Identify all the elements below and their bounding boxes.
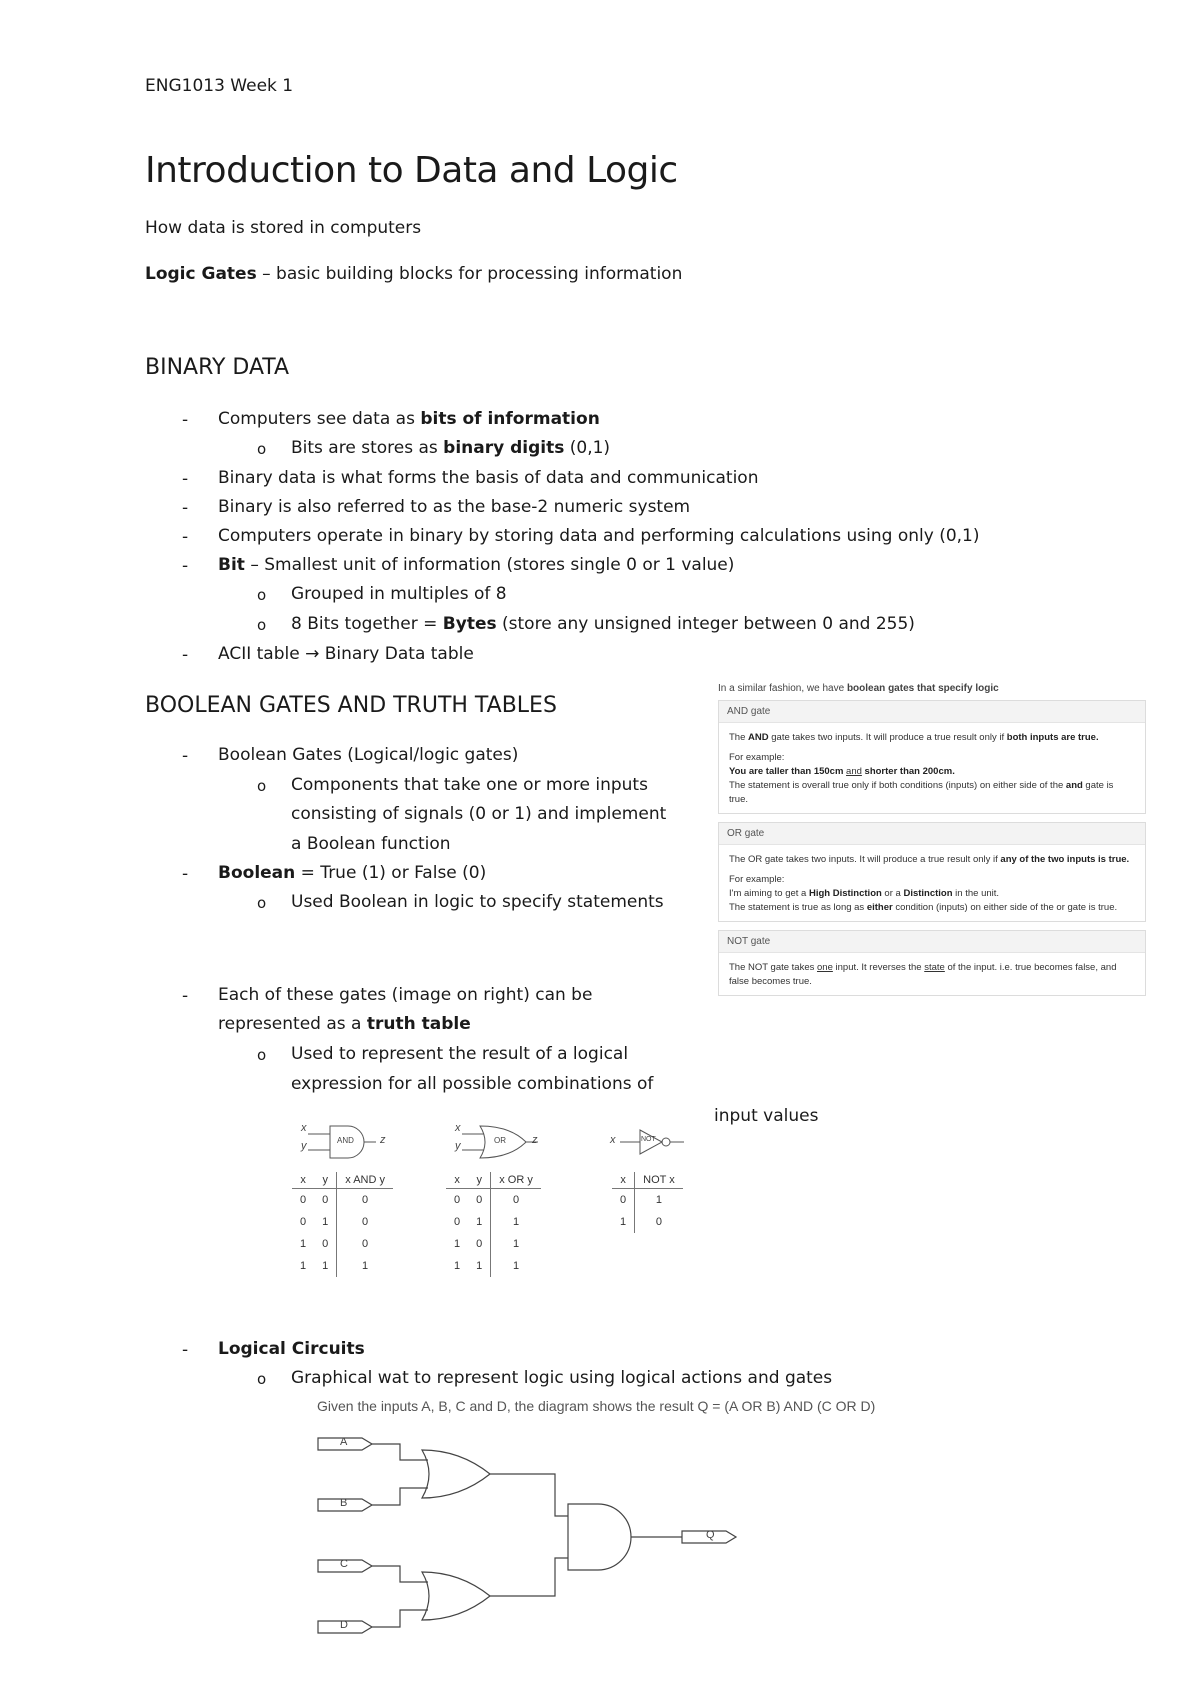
or-gate-example-label: For example:	[729, 874, 785, 885]
or-gate-z-label: z	[532, 1134, 538, 1146]
column-header: y	[468, 1172, 491, 1189]
bullet-dash: -	[182, 645, 189, 665]
table-cell: 1	[362, 1260, 369, 1272]
bytes-term: Bytes	[442, 614, 497, 634]
bytes-tail: (store any unsigned integer between 0 and 255)	[496, 614, 915, 634]
boolean-item-3-line2	[218, 1014, 471, 1034]
column-header: x	[612, 1172, 635, 1189]
column-header: x	[292, 1172, 314, 1189]
table-row	[446, 1211, 541, 1233]
output-label-q: Q	[706, 1529, 715, 1541]
table-cell: 0	[454, 1194, 461, 1206]
or-gate-2	[422, 1572, 490, 1620]
gate-symbols	[290, 1120, 710, 1170]
bullet-dash: -	[182, 746, 189, 766]
table-row	[292, 1255, 393, 1277]
panel-intro-bold: boolean gates that specify logic	[846, 683, 999, 694]
table-cell: 0	[468, 1233, 491, 1255]
boolean-subitem-3-line1: Used to represent the result of a logical	[291, 1044, 629, 1064]
column-header: y	[314, 1172, 337, 1189]
not-gate-x-label: x	[610, 1134, 616, 1146]
and-gate-symbol-label: AND	[337, 1136, 354, 1145]
and-gate-example-label: For example:	[729, 752, 785, 763]
binary-subitem-3	[291, 614, 915, 634]
table-cell: 0	[468, 1189, 491, 1212]
column-header: x	[446, 1172, 468, 1189]
binary-item-2: Binary data is what forms the basis of data and communication	[218, 468, 759, 488]
logic-gates-definition: – basic building blocks for processing information	[256, 264, 683, 284]
bullet-o: o	[257, 586, 267, 604]
or-gate-y-label: y	[455, 1140, 461, 1152]
table-cell: 1	[314, 1211, 337, 1233]
and-gate-card	[718, 700, 1146, 814]
or-gate-title: OR gate	[719, 823, 1145, 845]
bullet-o: o	[257, 777, 267, 795]
table-header-row	[292, 1172, 393, 1189]
panel-intro-text: In a similar fashion, we have	[718, 683, 847, 694]
boolean-subitem-3-line2: expression for all possible combinations of	[291, 1074, 654, 1094]
boolean-subitem-3-line3: input values	[714, 1106, 819, 1126]
table-row	[292, 1233, 393, 1255]
not-gate-title: NOT gate	[719, 931, 1145, 953]
not-gate-desc: The NOT gate takes one input. It reverses the state of the input. i.e. true becomes false, and false becomes true.	[729, 962, 1117, 987]
table-row	[446, 1189, 541, 1212]
input-label-a: A	[340, 1436, 348, 1448]
table-cell: 0	[655, 1216, 662, 1228]
and-gate-example: You are taller than 150cm and shorter than 200cm.	[729, 766, 955, 777]
circuits-subitem: Graphical wat to represent logic using logical actions and gates	[291, 1368, 833, 1388]
or-gate-card	[718, 822, 1146, 922]
table-cell: 1	[454, 1238, 461, 1250]
logic-gates-intro	[145, 264, 682, 284]
and-gate-x-label: x	[301, 1122, 307, 1134]
bullet-dash: -	[182, 864, 189, 884]
boolean-item-1: Boolean Gates (Logical/logic gates)	[218, 745, 519, 765]
and-gate-statement: The statement is overall true only if both conditions (inputs) on either side of the and gate is true.	[729, 780, 1114, 805]
logic-circuit-diagram	[310, 1420, 750, 1656]
table-row	[612, 1189, 683, 1212]
table-cell: 0	[362, 1238, 369, 1250]
and-gate-title: AND gate	[719, 701, 1145, 723]
bullet-o: o	[257, 440, 267, 458]
input-label-c: C	[340, 1558, 348, 1570]
and-gate-y-label: y	[301, 1140, 307, 1152]
or-truth-table	[446, 1172, 541, 1277]
boolean-item-3-line1: Each of these gates (image on right) can be	[218, 985, 593, 1005]
binary-item-4: Computers operate in binary by storing data and performing calculations using only (0,1)	[218, 526, 980, 546]
table-cell: 1	[612, 1211, 635, 1233]
table-cell: 0	[513, 1194, 520, 1206]
binary-item-1	[218, 409, 600, 429]
table-cell: 1	[300, 1238, 307, 1250]
document-header: ENG1013 Week 1	[145, 76, 294, 96]
table-cell: 0	[314, 1233, 337, 1255]
table-cell: 0	[300, 1216, 307, 1228]
boolean-term: Boolean	[218, 863, 296, 883]
and-truth-table	[292, 1172, 393, 1277]
boolean-subitem-2: Used Boolean in logic to specify statements	[291, 892, 664, 912]
bullet-dash: -	[182, 469, 189, 489]
input-label-d: D	[340, 1619, 348, 1631]
bullet-dash: -	[182, 410, 189, 430]
binary-subitem-1-tail: (0,1)	[564, 438, 611, 458]
bullet-o: o	[257, 894, 267, 912]
not-gate-symbol-label: NOT	[641, 1136, 656, 1143]
binary-item-5	[218, 555, 734, 575]
or-gate-statement: The statement is true as long as either condition (inputs) on either side of the or gate is true.	[729, 902, 1118, 913]
table-row	[446, 1255, 541, 1277]
or-gate-example: I'm aiming to get a High Distinction or a Distinction in the unit.	[729, 888, 1000, 899]
bytes-text: 8 Bits together =	[291, 614, 443, 634]
bullet-dash: -	[182, 498, 189, 518]
table-cell: 1	[314, 1255, 337, 1277]
table-cell: 1	[655, 1194, 662, 1206]
table-cell: 1	[513, 1216, 520, 1228]
table-cell: 0	[300, 1194, 307, 1206]
binary-subitem-1-bold: binary digits	[443, 438, 565, 458]
input-label-b: B	[340, 1497, 348, 1509]
table-row	[292, 1189, 393, 1212]
table-cell: 1	[454, 1260, 461, 1272]
gate-description-panel	[718, 683, 1146, 1004]
table-cell: 0	[314, 1189, 337, 1212]
binary-subitem-2: Grouped in multiples of 8	[291, 584, 507, 604]
page-title: Introduction to Data and Logic	[145, 150, 678, 191]
boolean-subitem-1-line1: Components that take one or more inputs	[291, 775, 648, 795]
table-row	[292, 1211, 393, 1233]
not-truth-table	[612, 1172, 683, 1233]
truth-table-text: represented as a	[218, 1014, 367, 1034]
table-cell: 1	[513, 1238, 520, 1250]
table-row	[612, 1211, 683, 1233]
bullet-dash: -	[182, 986, 189, 1006]
bit-definition: – Smallest unit of information (stores single 0 or 1 value)	[244, 555, 735, 575]
binary-item-3: Binary is also referred to as the base-2 numeric system	[218, 497, 691, 517]
and-gate	[568, 1504, 631, 1570]
bullet-dash: -	[182, 1340, 189, 1360]
logic-gates-term: Logic Gates	[145, 264, 257, 284]
and-gate-desc: The AND gate takes two inputs. It will produce a true result only if both inputs are true.	[729, 732, 1099, 743]
bit-term: Bit	[218, 555, 245, 575]
boolean-subitem-1-line3: a Boolean function	[291, 834, 451, 854]
binary-subitem-1-text: Bits are stores as	[291, 438, 444, 458]
boolean-item-2	[218, 863, 486, 883]
binary-item-1-text: Computers see data as	[218, 409, 421, 429]
boolean-definition: = True (1) or False (0)	[295, 863, 487, 883]
table-header-row	[612, 1172, 683, 1189]
intro-line: How data is stored in computers	[145, 218, 422, 238]
column-header: x OR y	[491, 1172, 541, 1189]
circuit-caption: Given the inputs A, B, C and D, the diagram shows the result Q = (A OR B) AND (C OR D)	[317, 1398, 876, 1414]
or-gate-desc: The OR gate takes two inputs. It will produce a true result only if any of the two inputs is true.	[729, 854, 1130, 865]
binary-data-heading: BINARY DATA	[145, 355, 290, 380]
or-gate-x-label: x	[455, 1122, 461, 1134]
table-header-row	[446, 1172, 541, 1189]
table-cell: 0	[362, 1194, 369, 1206]
truth-table-term: truth table	[366, 1014, 471, 1034]
logical-circuits-term: Logical Circuits	[218, 1339, 365, 1359]
panel-intro	[718, 683, 1146, 694]
table-cell: 0	[362, 1216, 369, 1228]
column-header: NOT x	[635, 1172, 683, 1189]
bullet-o: o	[257, 616, 267, 634]
column-header: x AND y	[337, 1172, 393, 1189]
circuits-item	[218, 1339, 365, 1359]
binary-item-1-bold: bits of information	[420, 409, 600, 429]
binary-subitem-1	[291, 438, 610, 458]
not-gate-card	[718, 930, 1146, 996]
boolean-subitem-1-line2: consisting of signals (0 or 1) and implement	[291, 804, 667, 824]
boolean-heading: BOOLEAN GATES AND TRUTH TABLES	[145, 693, 557, 718]
bullet-dash: -	[182, 527, 189, 547]
or-gate-1	[422, 1450, 490, 1498]
and-gate-z-label: z	[380, 1134, 386, 1146]
table-cell: 0	[612, 1189, 635, 1212]
table-cell: 1	[468, 1211, 491, 1233]
table-row	[446, 1233, 541, 1255]
bullet-dash: -	[182, 556, 189, 576]
or-gate-symbol-label: OR	[494, 1136, 506, 1145]
table-cell: 1	[468, 1255, 491, 1277]
bullet-o: o	[257, 1046, 267, 1064]
table-cell: 1	[300, 1260, 307, 1272]
binary-item-6: ACII table → Binary Data table	[218, 644, 474, 664]
table-cell: 0	[454, 1216, 461, 1228]
bullet-o: o	[257, 1370, 267, 1388]
table-cell: 1	[513, 1260, 520, 1272]
